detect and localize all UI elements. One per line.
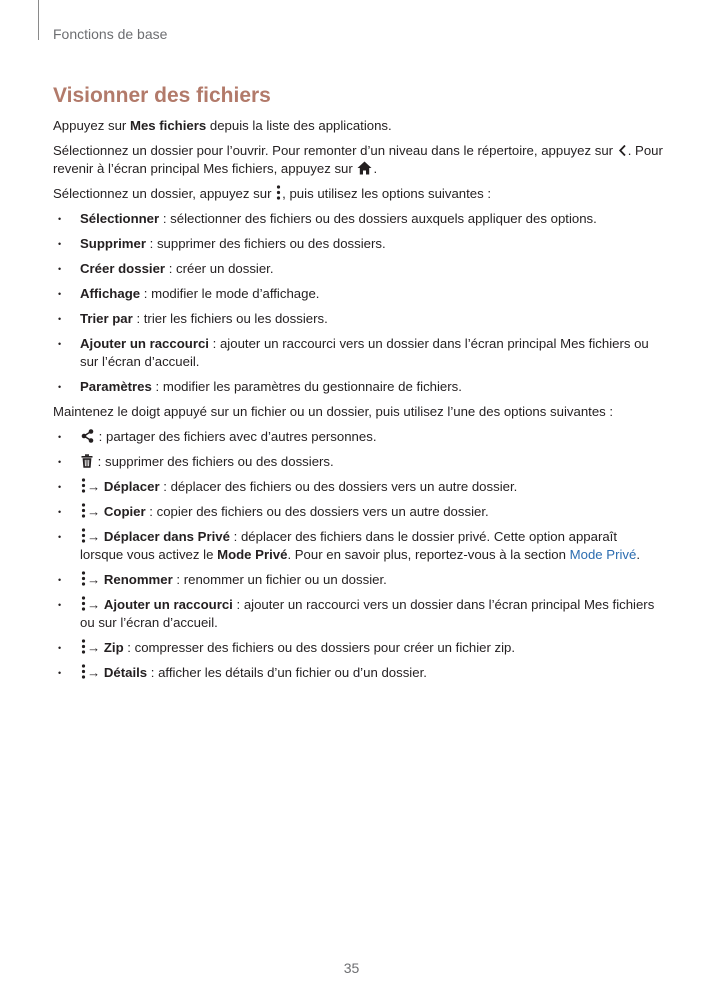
list-item	[53, 235, 663, 253]
intro-text: , puis utilisez les options suivantes :	[282, 186, 492, 201]
folder-options-list	[53, 210, 663, 396]
option-label: Affichage	[80, 286, 141, 301]
list-item	[53, 428, 663, 446]
option-description: : modifier les paramètres du gestionnaire de fichiers.	[151, 379, 462, 394]
list-item	[53, 596, 663, 632]
option-label: Créer dossier	[80, 261, 166, 276]
list-item	[53, 335, 663, 371]
list-item	[53, 478, 663, 496]
home-icon	[357, 161, 372, 175]
header-rule	[38, 0, 39, 40]
arrow-glyph: →	[87, 479, 104, 494]
option-description: : afficher les détails d’un fichier ou d’un dossier.	[147, 665, 427, 680]
option-description: : déplacer des fichiers ou des dossiers vers un autre dossier.	[159, 479, 518, 494]
list-item	[53, 571, 663, 589]
option-description: .	[636, 547, 641, 562]
option-description: : ajouter un raccourci vers un dossier dans l’écran principal Mes fichiers ou sur l’écran d’accueil.	[80, 336, 649, 369]
option-label: Supprimer	[80, 236, 146, 251]
option-label: Copier	[103, 504, 146, 519]
more-options-icon	[81, 478, 86, 493]
section-name: Fonctions de base	[53, 26, 168, 42]
option-label: Zip	[103, 640, 124, 655]
page-title: Visionner des fichiers	[53, 84, 271, 107]
option-description: : déplacer des fichiers dans le dossier privé. Cette option apparaît lorsque vous activez le	[80, 529, 618, 562]
list-item	[53, 639, 663, 657]
private-mode-term: Mode Privé	[217, 547, 288, 562]
option-label: Détails	[103, 665, 148, 680]
intro-text: .	[373, 161, 378, 176]
list-item	[53, 310, 663, 328]
intro-text: depuis la liste des applications.	[206, 118, 392, 133]
option-description: : sélectionner des fichiers ou des dossiers auxquels appliquer des options.	[159, 211, 597, 226]
intro-text: Appuyez sur	[53, 118, 130, 133]
option-description: : trier les fichiers ou les dossiers.	[132, 311, 328, 326]
arrow-glyph: →	[87, 572, 104, 587]
list-item	[53, 528, 663, 564]
back-chevron-icon	[618, 144, 627, 157]
option-label: Renommer	[103, 572, 173, 587]
intro-text: Sélectionnez un dossier, appuyez sur	[53, 186, 276, 201]
intro-paragraph-2	[53, 142, 663, 178]
option-label: Ajouter un raccourci	[103, 597, 233, 612]
option-description: : supprimer des fichiers ou des dossiers.	[145, 236, 386, 251]
option-label: Ajouter un raccourci	[80, 336, 209, 351]
more-options-icon	[276, 185, 281, 200]
option-description: : créer un dossier.	[165, 261, 274, 276]
arrow-glyph: →	[87, 640, 104, 655]
option-description: . Pour en savoir plus, reportez-vous à la section	[287, 547, 570, 562]
option-description: : ajouter un raccourci vers un dossier dans l’écran principal Mes fichiers ou sur l’écran d’accueil.	[80, 597, 655, 630]
my-files-term: Mes fichiers	[129, 118, 207, 133]
longpress-intro: Maintenez le doigt appuyé sur un fichier ou un dossier, puis utilisez l’une des options suivantes :	[53, 404, 614, 419]
more-options-icon	[81, 503, 86, 518]
option-description: : copier des fichiers ou des dossiers vers un autre dossier.	[145, 504, 489, 519]
intro-text: Sélectionnez un dossier pour l’ouvrir. Pour remonter d’un niveau dans le répertoire, appuyez sur	[53, 143, 617, 158]
intro-paragraph-3	[53, 185, 663, 203]
list-item	[53, 260, 663, 278]
option-description: : renommer un fichier ou un dossier.	[172, 572, 387, 587]
arrow-glyph: →	[87, 504, 104, 519]
option-description: : modifier le mode d’affichage.	[140, 286, 320, 301]
main-content	[53, 117, 663, 689]
option-label: Paramètres	[80, 379, 152, 394]
intro-paragraph-1	[53, 117, 663, 135]
share-icon	[81, 429, 94, 443]
option-description: : supprimer des fichiers ou des dossiers.	[94, 454, 334, 469]
list-item	[53, 503, 663, 521]
more-options-icon	[81, 664, 86, 679]
list-item	[53, 453, 663, 471]
more-options-icon	[81, 571, 86, 586]
option-label: Trier par	[80, 311, 133, 326]
option-label: Sélectionner	[80, 211, 160, 226]
arrow-glyph: →	[87, 597, 104, 612]
more-options-icon	[81, 596, 86, 611]
list-item	[53, 285, 663, 303]
option-label: Déplacer	[103, 479, 160, 494]
list-item	[53, 210, 663, 228]
trash-icon	[81, 454, 93, 468]
option-label: Déplacer dans Privé	[103, 529, 230, 544]
arrow-glyph: →	[87, 665, 104, 680]
page-number: 35	[343, 960, 360, 976]
file-options-list	[53, 428, 663, 682]
more-options-icon	[81, 639, 86, 654]
private-mode-link[interactable]: Mode Privé	[569, 547, 637, 562]
list-item	[53, 664, 663, 682]
more-options-icon	[81, 528, 86, 543]
arrow-glyph: →	[87, 529, 104, 544]
intro-text: . Pour revenir à l’écran principal Mes fichiers, appuyez sur	[53, 143, 663, 176]
option-description: : partager des fichiers avec d’autres personnes.	[95, 429, 377, 444]
list-item	[53, 378, 663, 396]
option-description: : compresser des fichiers ou des dossiers pour créer un fichier zip.	[123, 640, 516, 655]
